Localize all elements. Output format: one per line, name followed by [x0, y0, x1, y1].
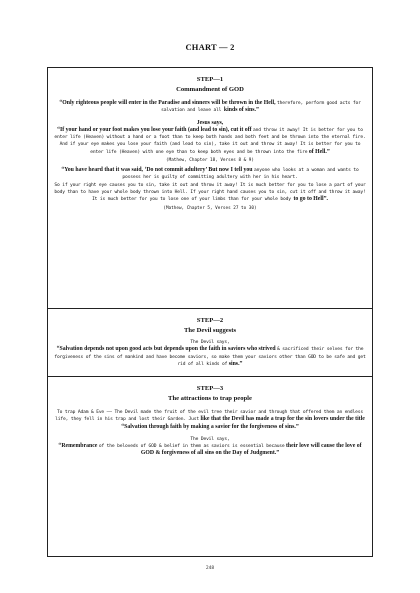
step2-label: STEP—2: [196, 317, 224, 324]
step3-p1-typed: To trap Adam & Eve —— The Devil made the fruit of the evil tree their savior and through that offered them an endless life, they fell in his trap and lost their Garden. Just: [55, 410, 364, 423]
step1-p3-typed: So if your right eye causes you to sin, take it out and throw it away! It is much better for you to lose a part of your body than to have your whole body thrown into Hell. If your right hand causes you to sin, cut it off and throw it away! It is much better for you to lose one of your limbs than for your whole body: [54, 182, 366, 203]
step1-section: [48, 68, 372, 308]
step1-p3-end: to go to Hell”.: [293, 196, 328, 203]
step1-p2-bold: “You have heard that it was said, ‘Do not commit adultery’ But now I tell you: [61, 167, 253, 174]
step3-title: The attractions to trap people: [168, 395, 252, 402]
step1-quote-end: kinds of sins.”: [223, 107, 259, 114]
step2-devil-says: [54, 339, 366, 346]
step3-devil-says: [54, 436, 366, 443]
step3-section: [48, 376, 372, 558]
chart-frame: [47, 67, 373, 557]
step1-paragraph-hand-foot: [54, 127, 366, 156]
step3-p2-typed: of the beloveds of GOD & belief in them as saviors is essential because: [98, 444, 285, 450]
step2-p-typed: & sacrificed their selves for the forgiveness of the sins of mankind and have become saviors, so make them your saviors other than GOD to be safe and get rid of all kinds of: [54, 347, 366, 367]
step1-p1-typed: and throw it away! It is better for you to enter life (Heaven) without a hand or a foot than to keep both hands and both feet and be thrown into the eternal fire. And if your eye makes you lose your faith (and lead to sin), take it out and throw it away! It is better for you to enter life (Heaven) with one eye than to keep both eyes and be thrown into the fire: [54, 127, 366, 155]
step1-p2-typed: anyone who looks at a woman and wants to possess her is guilty of committing adultery with her in his heart.: [122, 168, 359, 181]
step2-p-bold: “Salvation depends not upon good acts but depends upon the faith in saviors who strived: [56, 346, 276, 353]
step2-p-end: sins.”: [228, 360, 243, 367]
step3-paragraph-trap: [54, 409, 366, 431]
step3-devil-says-text: The Devil says,: [190, 436, 230, 442]
step1-quote-bold: “Only righteous people will enter in the Paradise and sinners will be thrown in the Hell,: [59, 100, 276, 106]
step2-title: The Devil suggests: [183, 327, 237, 334]
step1-p1-bold: “If your hand or your foot makes you lose your faith (and lead to sin), cut it off: [57, 126, 252, 133]
step1-paragraph-adultery: [54, 167, 366, 182]
step1-title: Commandment of GOD: [176, 86, 244, 93]
step1-paragraph-right-eye: [54, 182, 366, 204]
step1-p1-end: of Hell.”: [308, 148, 330, 155]
reference-mathew-18: (Mathew, Chapter 18, Verses 8 & 9): [166, 158, 254, 164]
step2-devil-says-text: The Devil says,: [190, 340, 230, 345]
step1-quote-typed: therefore, perform good acts for salvation and leave all: [161, 101, 361, 114]
step3-p2-bold: “Remembrance: [58, 443, 99, 450]
step3-p1-bold: like that the Devil has made a trap for the sin lovers under the title “Salvation through faith by making a savior for the forgiveness of sins.”: [121, 416, 365, 430]
reference-mathew-5: (Mathew, Chapter 5, Verses 27 to 30): [163, 205, 257, 211]
step1-label: STEP—1: [196, 76, 224, 83]
jesus-says-heading: Jesus says,: [196, 119, 224, 126]
step3-label: STEP—3: [196, 385, 224, 392]
step3-p2-end: their love will cause the love of GOD & forgiveness of all sins on the Day of Judgment.”: [140, 443, 362, 457]
step2-section: [48, 308, 372, 376]
page-number: 248: [205, 566, 215, 571]
chart-title: CHART — 2: [185, 42, 235, 52]
step2-paragraph: [54, 346, 366, 368]
step1-quote: [54, 100, 366, 115]
step3-paragraph-remembrance: [54, 443, 366, 458]
